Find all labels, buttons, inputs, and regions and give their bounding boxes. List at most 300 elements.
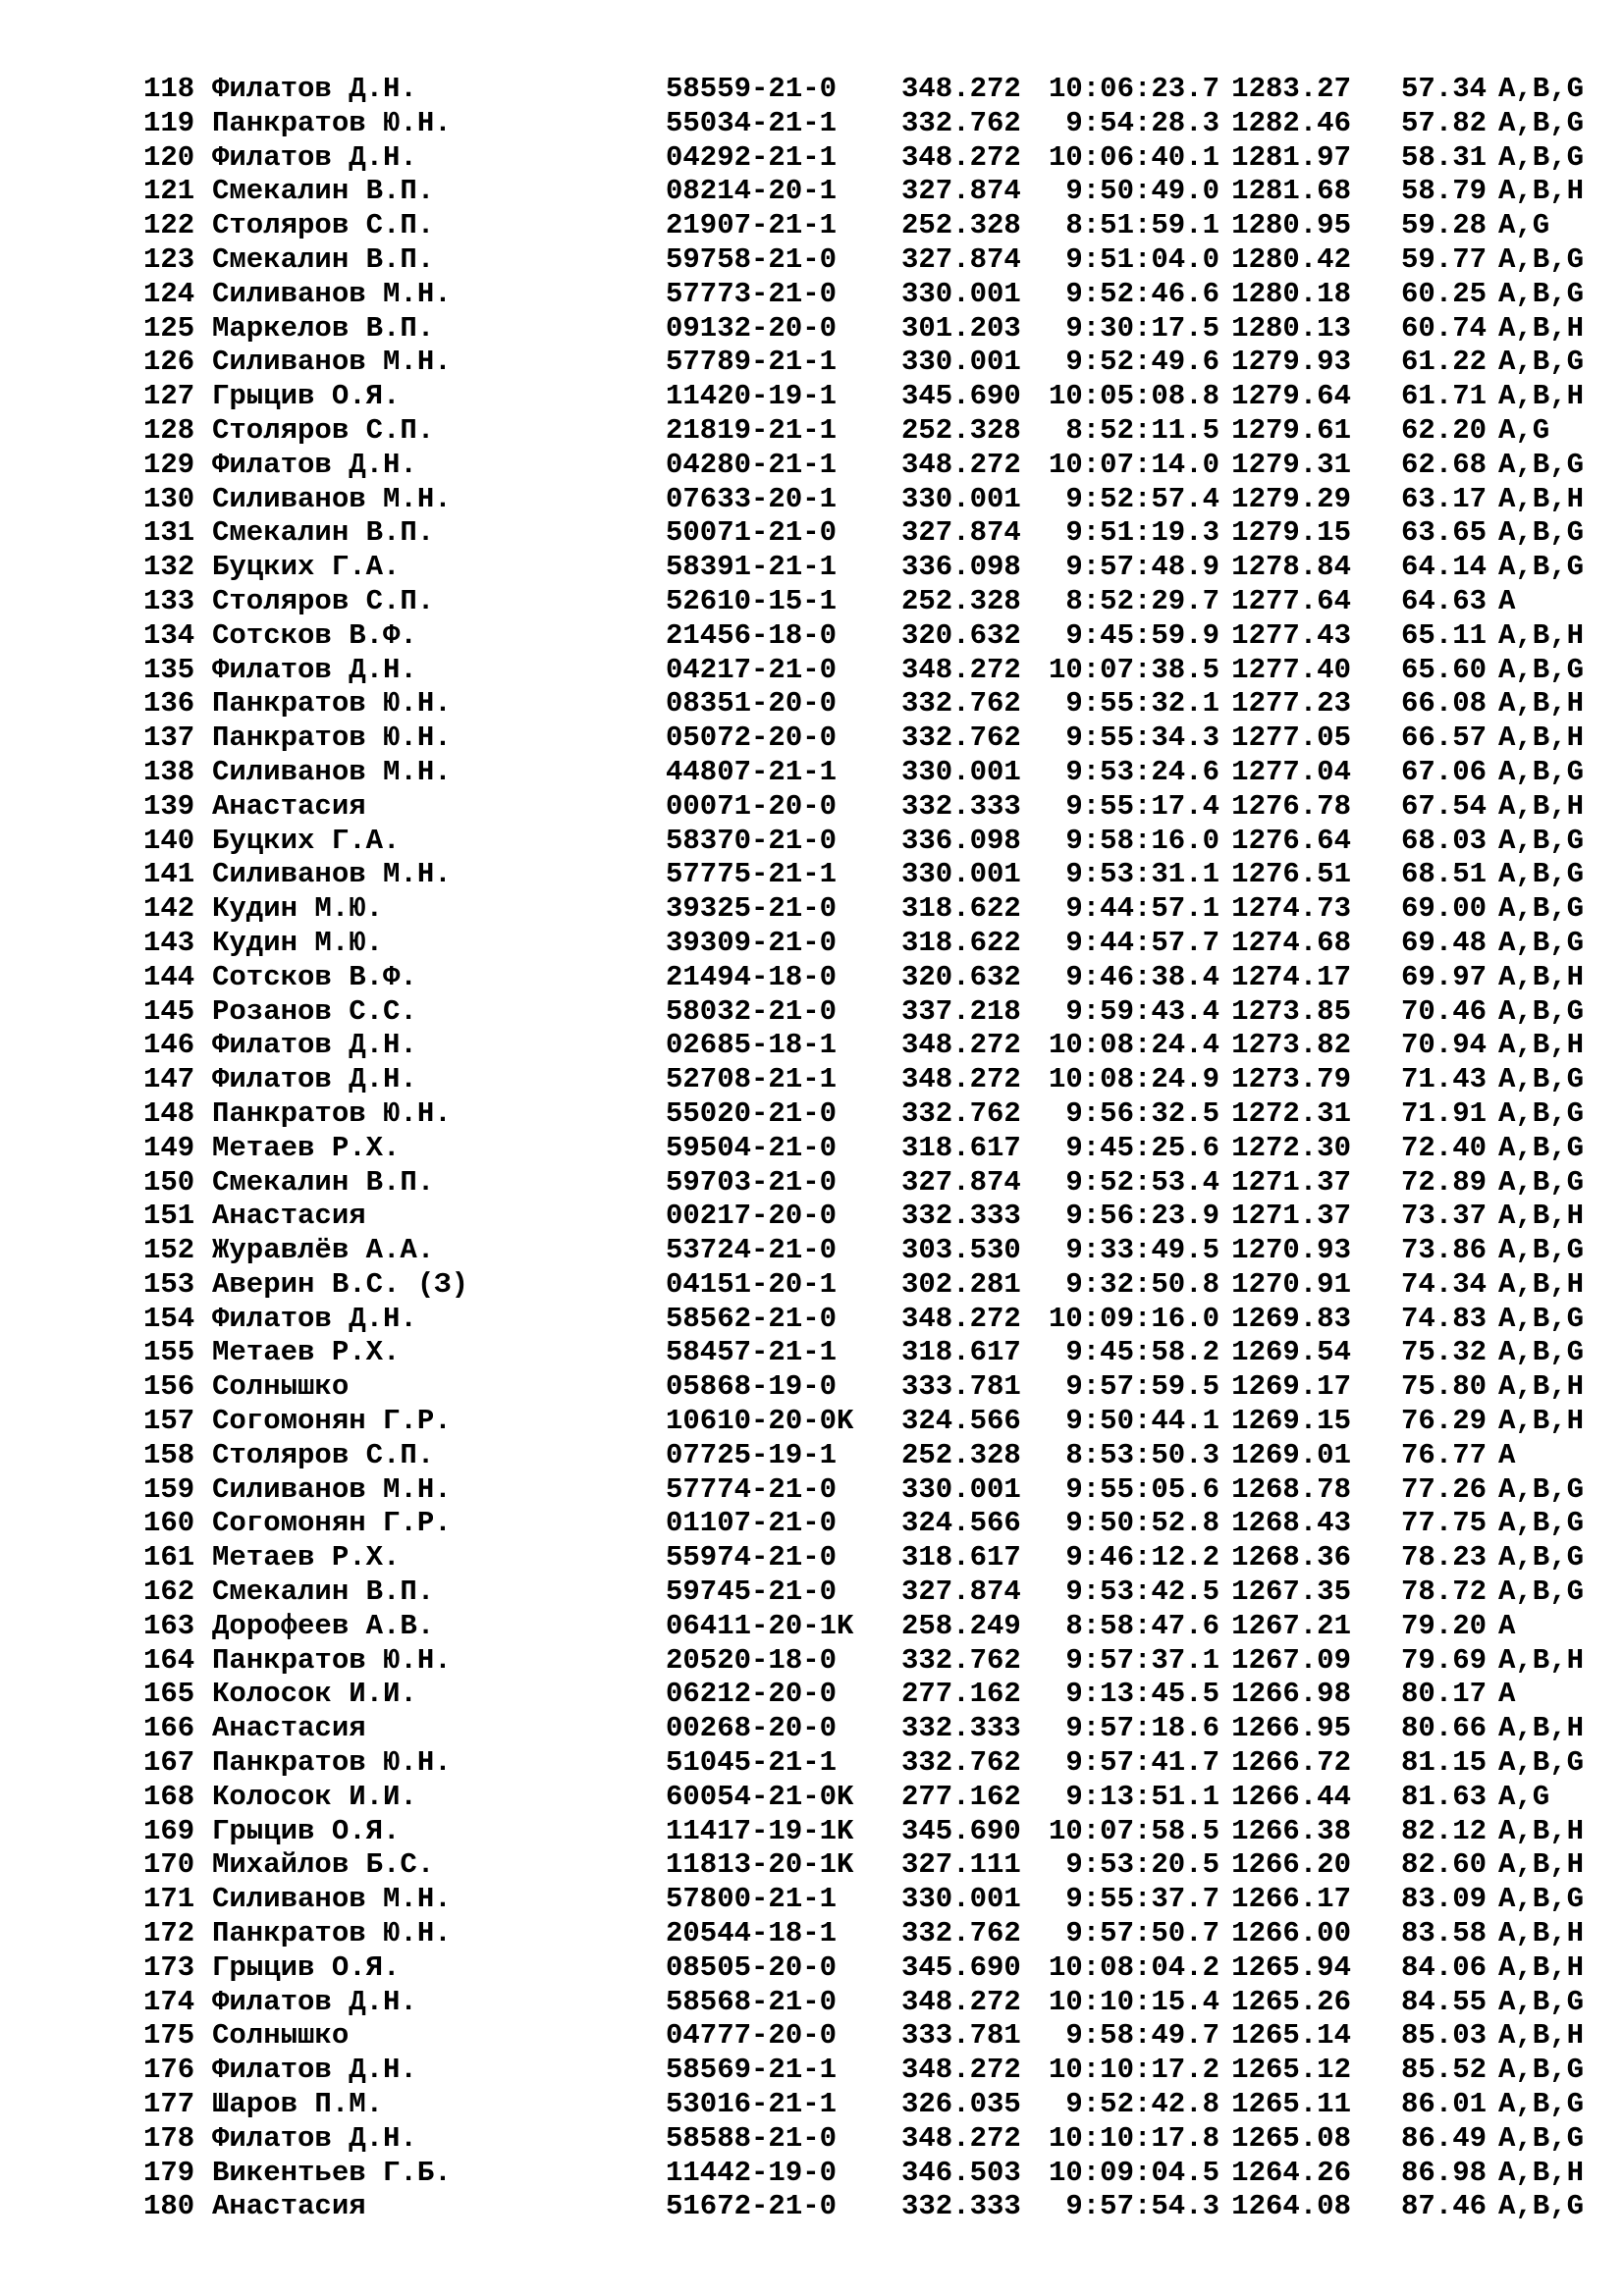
ring-number: 58457-21-1 xyxy=(666,1336,838,1369)
coefficient: 65.60 xyxy=(1400,653,1487,686)
table-row xyxy=(143,312,1584,347)
speed: 1266.44 xyxy=(1231,1780,1351,1813)
distance: 348.272 xyxy=(901,653,1021,686)
distance: 330.001 xyxy=(901,755,1021,788)
coefficient: 59.77 xyxy=(1400,242,1487,276)
distance: 318.617 xyxy=(901,1336,1021,1369)
arrival-time: 9:52:46.6 xyxy=(1065,277,1219,310)
speed: 1268.43 xyxy=(1231,1507,1351,1540)
speed: 1265.14 xyxy=(1231,2019,1351,2053)
classes: A,B,G xyxy=(1498,448,1585,481)
place-number: 155 xyxy=(143,1336,195,1369)
speed: 1269.83 xyxy=(1231,1302,1351,1335)
ring-number: 11417-19-1K xyxy=(666,1814,854,1847)
classes: A,B,G xyxy=(1498,346,1585,379)
table-row xyxy=(143,483,1584,517)
table-row xyxy=(143,687,1584,721)
place-number: 170 xyxy=(143,1848,195,1882)
arrival-time: 10:08:04.2 xyxy=(1048,1950,1219,1984)
fancier-name: Силиванов М.Н. xyxy=(212,277,452,310)
ring-number: 11813-20-1K xyxy=(666,1848,854,1882)
speed: 1279.31 xyxy=(1231,448,1351,481)
distance: 302.281 xyxy=(901,1267,1021,1301)
coefficient: 78.23 xyxy=(1400,1541,1487,1575)
ring-number: 07633-20-1 xyxy=(666,482,838,515)
ring-number: 57775-21-1 xyxy=(666,858,838,891)
fancier-name: Филатов Д.Н. xyxy=(212,1302,417,1335)
table-row xyxy=(143,1610,1584,1644)
classes: A,B,G xyxy=(1498,1507,1585,1540)
coefficient: 76.29 xyxy=(1400,1405,1487,1438)
place-number: 179 xyxy=(143,2156,195,2189)
fancier-name: Анастасия xyxy=(212,1712,366,1745)
distance: 318.617 xyxy=(901,1541,1021,1575)
speed: 1266.20 xyxy=(1231,1848,1351,1882)
ring-number: 59758-21-0 xyxy=(666,242,838,276)
ring-number: 00268-20-0 xyxy=(666,1712,838,1745)
arrival-time: 10:06:23.7 xyxy=(1048,73,1219,105)
ring-number: 58568-21-0 xyxy=(666,1985,838,2018)
fancier-name: Филатов Д.Н. xyxy=(212,653,417,686)
ring-number: 06411-20-1K xyxy=(666,1609,854,1642)
classes: A,B,G xyxy=(1498,892,1585,926)
classes: A,B,H xyxy=(1498,482,1585,515)
place-number: 121 xyxy=(143,175,195,208)
speed: 1266.98 xyxy=(1231,1678,1351,1711)
table-row xyxy=(143,1405,1584,1439)
fancier-name: Филатов Д.Н. xyxy=(212,73,417,105)
speed: 1272.31 xyxy=(1231,1096,1351,1130)
coefficient: 74.83 xyxy=(1400,1302,1487,1335)
coefficient: 57.34 xyxy=(1400,73,1487,105)
ring-number: 57774-21-0 xyxy=(666,1472,838,1506)
speed: 1279.93 xyxy=(1231,346,1351,379)
coefficient: 68.51 xyxy=(1400,858,1487,891)
coefficient: 71.43 xyxy=(1400,1063,1487,1096)
arrival-time: 9:53:42.5 xyxy=(1065,1575,1219,1609)
arrival-time: 9:46:12.2 xyxy=(1065,1541,1219,1575)
speed: 1276.64 xyxy=(1231,824,1351,857)
coefficient: 60.25 xyxy=(1400,277,1487,310)
distance: 332.333 xyxy=(901,1712,1021,1745)
arrival-time: 9:33:49.5 xyxy=(1065,1234,1219,1267)
table-row xyxy=(143,1200,1584,1234)
table-row xyxy=(143,1473,1584,1508)
coefficient: 82.60 xyxy=(1400,1848,1487,1882)
arrival-time: 10:08:24.4 xyxy=(1048,1029,1219,1062)
place-number: 140 xyxy=(143,824,195,857)
classes: A,B,H xyxy=(1498,311,1585,345)
arrival-time: 9:55:34.3 xyxy=(1065,721,1219,755)
fancier-name: Филатов Д.Н. xyxy=(212,140,417,174)
speed: 1267.09 xyxy=(1231,1643,1351,1677)
ring-number: 55020-21-0 xyxy=(666,1096,838,1130)
coefficient: 71.91 xyxy=(1400,1096,1487,1130)
distance: 277.162 xyxy=(901,1780,1021,1813)
distance: 324.566 xyxy=(901,1405,1021,1438)
speed: 1272.30 xyxy=(1231,1131,1351,1164)
distance: 333.781 xyxy=(901,1370,1021,1404)
distance: 301.203 xyxy=(901,311,1021,345)
classes: A,B,G xyxy=(1498,73,1585,105)
arrival-time: 9:51:04.0 xyxy=(1065,242,1219,276)
arrival-time: 10:07:58.5 xyxy=(1048,1814,1219,1847)
classes: A,B,G xyxy=(1498,1746,1585,1780)
table-row xyxy=(143,141,1584,176)
arrival-time: 8:52:11.5 xyxy=(1065,413,1219,447)
fancier-name: Столяров С.П. xyxy=(212,584,435,617)
speed: 1268.78 xyxy=(1231,1472,1351,1506)
fancier-name: Кудин М.Ю. xyxy=(212,892,384,926)
arrival-time: 9:55:05.6 xyxy=(1065,1472,1219,1506)
place-number: 133 xyxy=(143,584,195,617)
coefficient: 60.74 xyxy=(1400,311,1487,345)
place-number: 144 xyxy=(143,960,195,993)
ring-number: 21819-21-1 xyxy=(666,413,838,447)
coefficient: 65.11 xyxy=(1400,618,1487,652)
arrival-time: 10:06:40.1 xyxy=(1048,140,1219,174)
table-row xyxy=(143,619,1584,654)
ring-number: 10610-20-0K xyxy=(666,1405,854,1438)
arrival-time: 9:45:25.6 xyxy=(1065,1131,1219,1164)
fancier-name: Согомонян Г.Р. xyxy=(212,1405,452,1438)
distance: 332.762 xyxy=(901,106,1021,139)
fancier-name: Смекалин В.П. xyxy=(212,1165,435,1199)
coefficient: 76.77 xyxy=(1400,1438,1487,1471)
place-number: 164 xyxy=(143,1643,195,1677)
fancier-name: Грыцив О.Я. xyxy=(212,380,401,413)
ring-number: 04280-21-1 xyxy=(666,448,838,481)
place-number: 126 xyxy=(143,346,195,379)
fancier-name: Силиванов М.Н. xyxy=(212,755,452,788)
coefficient: 69.48 xyxy=(1400,926,1487,959)
table-row xyxy=(143,243,1584,278)
coefficient: 75.32 xyxy=(1400,1336,1487,1369)
classes: A,B,H xyxy=(1498,1267,1585,1301)
arrival-time: 9:56:32.5 xyxy=(1065,1096,1219,1130)
arrival-time: 8:52:29.7 xyxy=(1065,584,1219,617)
fancier-name: Колосок И.И. xyxy=(212,1678,417,1711)
place-number: 127 xyxy=(143,380,195,413)
arrival-time: 8:53:50.3 xyxy=(1065,1438,1219,1471)
distance: 332.333 xyxy=(901,1200,1021,1233)
speed: 1265.11 xyxy=(1231,2088,1351,2121)
speed: 1277.04 xyxy=(1231,755,1351,788)
ring-number: 59504-21-0 xyxy=(666,1131,838,1164)
distance: 258.249 xyxy=(901,1609,1021,1642)
coefficient: 73.37 xyxy=(1400,1200,1487,1233)
speed: 1265.26 xyxy=(1231,1985,1351,2018)
place-number: 141 xyxy=(143,858,195,891)
arrival-time: 9:57:54.3 xyxy=(1065,2190,1219,2223)
ring-number: 59703-21-0 xyxy=(666,1165,838,1199)
ring-number: 50071-21-0 xyxy=(666,516,838,550)
place-number: 125 xyxy=(143,311,195,345)
fancier-name: Смекалин В.П. xyxy=(212,242,435,276)
table-row xyxy=(143,1166,1584,1201)
ring-number: 53724-21-0 xyxy=(666,1234,838,1267)
ring-number: 21456-18-0 xyxy=(666,618,838,652)
classes: A,B,H xyxy=(1498,1643,1585,1677)
fancier-name: Буцких Г.А. xyxy=(212,551,401,584)
speed: 1264.08 xyxy=(1231,2190,1351,2223)
ring-number: 58370-21-0 xyxy=(666,824,838,857)
ring-number: 59745-21-0 xyxy=(666,1575,838,1609)
coefficient: 58.31 xyxy=(1400,140,1487,174)
fancier-name: Журавлёв А.А. xyxy=(212,1234,435,1267)
table-row xyxy=(143,756,1584,790)
arrival-time: 9:53:24.6 xyxy=(1065,755,1219,788)
coefficient: 87.46 xyxy=(1400,2190,1487,2223)
table-row xyxy=(143,1883,1584,1917)
ring-number: 05072-20-0 xyxy=(666,721,838,755)
distance: 332.333 xyxy=(901,789,1021,823)
distance: 348.272 xyxy=(901,2054,1021,2087)
table-row xyxy=(143,721,1584,756)
speed: 1277.40 xyxy=(1231,653,1351,686)
ring-number: 58032-21-0 xyxy=(666,994,838,1028)
place-number: 120 xyxy=(143,140,195,174)
place-number: 123 xyxy=(143,242,195,276)
arrival-time: 9:13:51.1 xyxy=(1065,1780,1219,1813)
ring-number: 53016-21-1 xyxy=(666,2088,838,2121)
classes: A,B,G xyxy=(1498,140,1585,174)
table-row xyxy=(143,2190,1584,2224)
fancier-name: Филатов Д.Н. xyxy=(212,1985,417,2018)
coefficient: 75.80 xyxy=(1400,1370,1487,1404)
classes: A,B,H xyxy=(1498,618,1585,652)
table-row xyxy=(143,2054,1584,2088)
distance: 320.632 xyxy=(901,618,1021,652)
coefficient: 86.01 xyxy=(1400,2088,1487,2121)
fancier-name: Силиванов М.Н. xyxy=(212,1472,452,1506)
speed: 1270.93 xyxy=(1231,1234,1351,1267)
fancier-name: Колосок И.И. xyxy=(212,1780,417,1813)
ring-number: 20544-18-1 xyxy=(666,1917,838,1950)
table-row xyxy=(143,995,1584,1030)
place-number: 119 xyxy=(143,106,195,139)
coefficient: 77.26 xyxy=(1400,1472,1487,1506)
table-row xyxy=(143,551,1584,585)
coefficient: 67.54 xyxy=(1400,789,1487,823)
ring-number: 51045-21-1 xyxy=(666,1746,838,1780)
distance: 252.328 xyxy=(901,413,1021,447)
speed: 1271.37 xyxy=(1231,1165,1351,1199)
distance: 348.272 xyxy=(901,73,1021,105)
classes: A,B,H xyxy=(1498,1405,1585,1438)
classes: A,B,H xyxy=(1498,721,1585,755)
arrival-time: 9:56:23.9 xyxy=(1065,1200,1219,1233)
classes: A xyxy=(1498,584,1516,617)
table-row xyxy=(143,1370,1584,1405)
classes: A,B,H xyxy=(1498,1848,1585,1882)
speed: 1277.23 xyxy=(1231,687,1351,721)
table-row xyxy=(143,790,1584,825)
table-row xyxy=(143,1712,1584,1746)
arrival-time: 9:45:59.9 xyxy=(1065,618,1219,652)
distance: 345.690 xyxy=(901,380,1021,413)
arrival-time: 9:32:50.8 xyxy=(1065,1267,1219,1301)
fancier-name: Сотсков В.Ф. xyxy=(212,960,417,993)
speed: 1277.64 xyxy=(1231,584,1351,617)
classes: A,B,G xyxy=(1498,653,1585,686)
speed: 1265.08 xyxy=(1231,2121,1351,2155)
table-row xyxy=(143,825,1584,859)
classes: A,B,G xyxy=(1498,1096,1585,1130)
speed: 1271.37 xyxy=(1231,1200,1351,1233)
arrival-time: 8:58:47.6 xyxy=(1065,1609,1219,1642)
fancier-name: Панкратов Ю.Н. xyxy=(212,1096,452,1130)
speed: 1274.68 xyxy=(1231,926,1351,959)
classes: A,B,G xyxy=(1498,755,1585,788)
arrival-time: 9:53:20.5 xyxy=(1065,1848,1219,1882)
ring-number: 08505-20-0 xyxy=(666,1950,838,1984)
distance: 327.874 xyxy=(901,1165,1021,1199)
place-number: 130 xyxy=(143,482,195,515)
distance: 348.272 xyxy=(901,1063,1021,1096)
place-number: 139 xyxy=(143,789,195,823)
coefficient: 63.17 xyxy=(1400,482,1487,515)
arrival-time: 10:10:15.4 xyxy=(1048,1985,1219,2018)
arrival-time: 9:58:16.0 xyxy=(1065,824,1219,857)
distance: 332.762 xyxy=(901,1746,1021,1780)
table-row xyxy=(143,1848,1584,1883)
speed: 1267.35 xyxy=(1231,1575,1351,1609)
speed: 1279.61 xyxy=(1231,413,1351,447)
speed: 1264.26 xyxy=(1231,2156,1351,2189)
table-row xyxy=(143,1917,1584,1951)
place-number: 137 xyxy=(143,721,195,755)
coefficient: 58.79 xyxy=(1400,175,1487,208)
coefficient: 69.97 xyxy=(1400,960,1487,993)
distance: 332.762 xyxy=(901,1096,1021,1130)
place-number: 122 xyxy=(143,209,195,242)
speed: 1266.38 xyxy=(1231,1814,1351,1847)
distance: 326.035 xyxy=(901,2088,1021,2121)
place-number: 160 xyxy=(143,1507,195,1540)
speed: 1278.84 xyxy=(1231,551,1351,584)
arrival-time: 9:30:17.5 xyxy=(1065,311,1219,345)
place-number: 156 xyxy=(143,1370,195,1404)
arrival-time: 9:52:42.8 xyxy=(1065,2088,1219,2121)
distance: 332.762 xyxy=(901,1917,1021,1950)
classes: A,G xyxy=(1498,1780,1550,1813)
fancier-name: Кудин М.Ю. xyxy=(212,926,384,959)
ring-number: 51672-21-0 xyxy=(666,2190,838,2223)
distance: 327.874 xyxy=(901,516,1021,550)
speed: 1280.18 xyxy=(1231,277,1351,310)
coefficient: 77.75 xyxy=(1400,1507,1487,1540)
table-row xyxy=(143,1063,1584,1097)
coefficient: 66.57 xyxy=(1400,721,1487,755)
ring-number: 44807-21-1 xyxy=(666,755,838,788)
coefficient: 59.28 xyxy=(1400,209,1487,242)
fancier-name: Анастасия xyxy=(212,2190,366,2223)
fancier-name: Филатов Д.Н. xyxy=(212,1063,417,1096)
fancier-name: Силиванов М.Н. xyxy=(212,482,452,515)
distance: 348.272 xyxy=(901,1029,1021,1062)
coefficient: 66.08 xyxy=(1400,687,1487,721)
place-number: 143 xyxy=(143,926,195,959)
speed: 1280.13 xyxy=(1231,311,1351,345)
distance: 303.530 xyxy=(901,1234,1021,1267)
coefficient: 73.86 xyxy=(1400,1234,1487,1267)
table-row xyxy=(143,961,1584,995)
table-row xyxy=(143,449,1584,483)
fancier-name: Солнышко xyxy=(212,1370,350,1404)
arrival-time: 9:55:17.4 xyxy=(1065,789,1219,823)
speed: 1276.78 xyxy=(1231,789,1351,823)
table-row xyxy=(143,380,1584,414)
arrival-time: 9:53:31.1 xyxy=(1065,858,1219,891)
speed: 1279.29 xyxy=(1231,482,1351,515)
ring-number: 00071-20-0 xyxy=(666,789,838,823)
distance: 332.762 xyxy=(901,1643,1021,1677)
place-number: 124 xyxy=(143,277,195,310)
fancier-name: Дорофеев А.В. xyxy=(212,1609,435,1642)
speed: 1274.17 xyxy=(1231,960,1351,993)
place-number: 147 xyxy=(143,1063,195,1096)
classes: A xyxy=(1498,1609,1516,1642)
distance: 336.098 xyxy=(901,551,1021,584)
coefficient: 86.49 xyxy=(1400,2121,1487,2155)
coefficient: 86.98 xyxy=(1400,2156,1487,2189)
fancier-name: Столяров С.П. xyxy=(212,413,435,447)
classes: A,B,G xyxy=(1498,2190,1585,2223)
ring-number: 39325-21-0 xyxy=(666,892,838,926)
ring-number: 52610-15-1 xyxy=(666,584,838,617)
place-number: 131 xyxy=(143,516,195,550)
ring-number: 58569-21-1 xyxy=(666,2054,838,2087)
place-number: 152 xyxy=(143,1234,195,1267)
place-number: 132 xyxy=(143,551,195,584)
classes: A,B,G xyxy=(1498,1131,1585,1164)
place-number: 128 xyxy=(143,413,195,447)
classes: A,B,G xyxy=(1498,1234,1585,1267)
fancier-name: Грыцив О.Я. xyxy=(212,1950,401,1984)
classes: A,B,H xyxy=(1498,1814,1585,1847)
table-row xyxy=(143,1575,1584,1610)
ring-number: 58588-21-0 xyxy=(666,2121,838,2155)
fancier-name: Смекалин В.П. xyxy=(212,1575,435,1609)
classes: A,B,G xyxy=(1498,277,1585,310)
place-number: 161 xyxy=(143,1541,195,1575)
place-number: 173 xyxy=(143,1950,195,1984)
place-number: 180 xyxy=(143,2190,195,2223)
ring-number: 01107-21-0 xyxy=(666,1507,838,1540)
speed: 1273.82 xyxy=(1231,1029,1351,1062)
speed: 1282.46 xyxy=(1231,106,1351,139)
classes: A,B,G xyxy=(1498,1336,1585,1369)
classes: A,B,H xyxy=(1498,1370,1585,1404)
distance: 332.762 xyxy=(901,721,1021,755)
place-number: 148 xyxy=(143,1096,195,1130)
classes: A,B,G xyxy=(1498,1472,1585,1506)
arrival-time: 8:51:59.1 xyxy=(1065,209,1219,242)
distance: 320.632 xyxy=(901,960,1021,993)
place-number: 134 xyxy=(143,618,195,652)
speed: 1280.95 xyxy=(1231,209,1351,242)
table-row xyxy=(143,73,1584,107)
distance: 327.874 xyxy=(901,1575,1021,1609)
fancier-name: Маркелов В.П. xyxy=(212,311,435,345)
arrival-time: 10:05:08.8 xyxy=(1048,380,1219,413)
table-row xyxy=(143,1439,1584,1473)
distance: 318.622 xyxy=(901,926,1021,959)
place-number: 165 xyxy=(143,1678,195,1711)
arrival-time: 9:57:37.1 xyxy=(1065,1643,1219,1677)
arrival-time: 9:57:48.9 xyxy=(1065,551,1219,584)
